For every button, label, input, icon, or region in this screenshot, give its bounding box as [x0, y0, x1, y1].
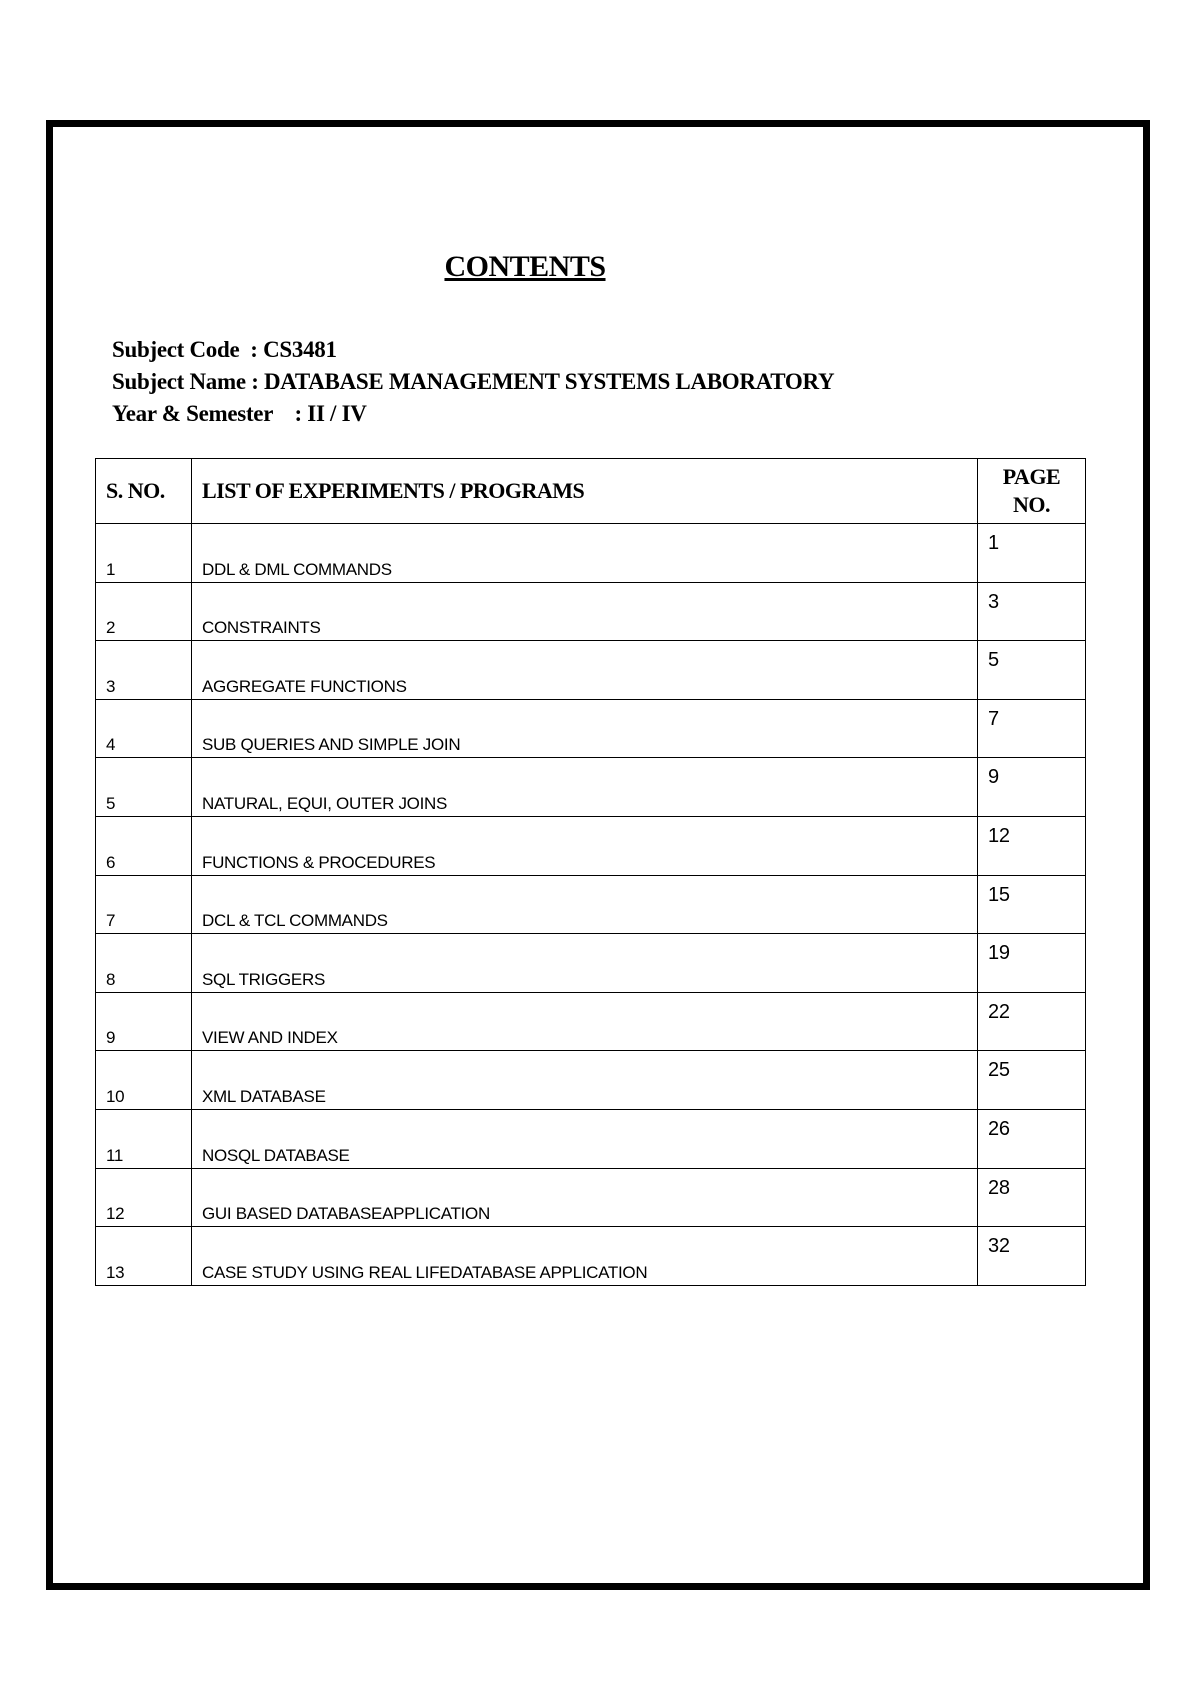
table-row [96, 524, 1086, 583]
sno-header: S. NO. [96, 459, 192, 524]
experiment-title-cell: AGGREGATE FUNCTIONS [192, 641, 978, 700]
sno-cell: 9 [96, 992, 192, 1051]
contents-table [95, 458, 1086, 1286]
table-row [96, 582, 1086, 641]
subject-info [112, 334, 834, 430]
experiment-title-cell: CONSTRAINTS [192, 582, 978, 641]
sno-cell: 13 [96, 1227, 192, 1286]
page-number-cell: 7 [978, 699, 1086, 758]
page-number-cell: 19 [978, 934, 1086, 993]
table-row [96, 758, 1086, 817]
experiments-header: LIST OF EXPERIMENTS / PROGRAMS [192, 459, 978, 524]
experiment-title-cell: NATURAL, EQUI, OUTER JOINS [192, 758, 978, 817]
sno-cell: 4 [96, 699, 192, 758]
table-header-row [96, 459, 1086, 524]
page-no-header [978, 459, 1086, 524]
year-semester: Year & Semester : II / IV [112, 401, 367, 426]
table-row [96, 875, 1086, 934]
experiment-title-cell: FUNCTIONS & PROCEDURES [192, 816, 978, 875]
table-row [96, 1168, 1086, 1227]
table-row [96, 816, 1086, 875]
page-header-line2: NO. [1013, 492, 1050, 517]
table-row [96, 992, 1086, 1051]
experiment-title-cell: CASE STUDY USING REAL LIFEDATABASE APPLICATION [192, 1227, 978, 1286]
sno-cell: 2 [96, 582, 192, 641]
sno-cell: 8 [96, 934, 192, 993]
experiment-title-cell: NOSQL DATABASE [192, 1109, 978, 1168]
page-number-cell: 1 [978, 524, 1086, 583]
subject-code: Subject Code : CS3481 [112, 337, 337, 362]
subject-name: Subject Name : DATABASE MANAGEMENT SYSTEMS LABORATORY [112, 369, 835, 394]
experiment-title-cell: SUB QUERIES AND SIMPLE JOIN [192, 699, 978, 758]
page-number-cell: 15 [978, 875, 1086, 934]
page-number-cell: 9 [978, 758, 1086, 817]
sno-cell: 3 [96, 641, 192, 700]
sno-cell: 6 [96, 816, 192, 875]
sno-cell: 10 [96, 1051, 192, 1110]
table-row [96, 934, 1086, 993]
experiment-title-cell: SQL TRIGGERS [192, 934, 978, 993]
page-number-cell: 22 [978, 992, 1086, 1051]
table-row [96, 1109, 1086, 1168]
experiment-title-cell: DDL & DML COMMANDS [192, 524, 978, 583]
page-header-line1: PAGE [1002, 464, 1061, 489]
table-row [96, 641, 1086, 700]
sno-cell: 7 [96, 875, 192, 934]
page-number-cell: 3 [978, 582, 1086, 641]
experiment-title-cell: VIEW AND INDEX [192, 992, 978, 1051]
page-number-cell: 26 [978, 1109, 1086, 1168]
page-number-cell: 12 [978, 816, 1086, 875]
sno-cell: 11 [96, 1109, 192, 1168]
page-number-cell: 28 [978, 1168, 1086, 1227]
sno-cell: 1 [96, 524, 192, 583]
page-title: CONTENTS [444, 250, 606, 283]
page-number-cell: 5 [978, 641, 1086, 700]
table-row [96, 699, 1086, 758]
table-row [96, 1227, 1086, 1286]
table-row [96, 1051, 1086, 1110]
page-number-cell: 32 [978, 1227, 1086, 1286]
experiment-title-cell: GUI BASED DATABASEAPPLICATION [192, 1168, 978, 1227]
sno-cell: 5 [96, 758, 192, 817]
page-number-cell: 25 [978, 1051, 1086, 1110]
sno-cell: 12 [96, 1168, 192, 1227]
experiment-title-cell: DCL & TCL COMMANDS [192, 875, 978, 934]
experiment-title-cell: XML DATABASE [192, 1051, 978, 1110]
